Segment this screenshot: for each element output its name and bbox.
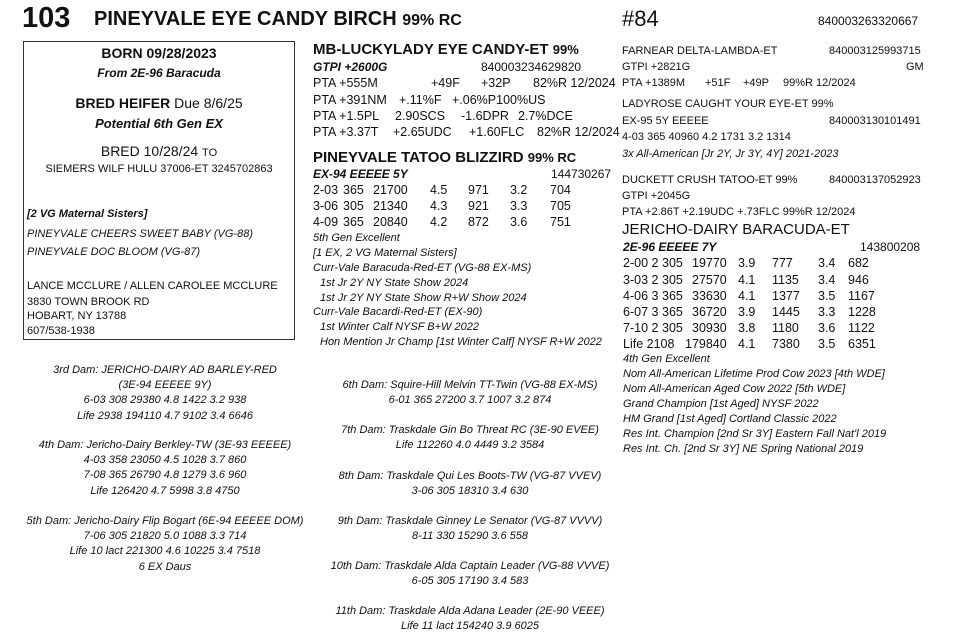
ancestor-line: 6-03 308 29380 4.8 1422 3.2 938	[83, 394, 247, 407]
consigner-name: LANCE MCCLURE / ALLEN CAROLEE MCCLURE	[27, 280, 278, 292]
eighth-dam	[320, 469, 620, 499]
dam-sire-gtpi: GTPI +2045G	[622, 190, 691, 202]
record-cell: 305	[662, 273, 683, 287]
dam-sire-name: DUCKETT CRUSH TATOO-ET 99%	[622, 174, 798, 186]
ancestor-line: 3-06 305 18310 3.4 630	[411, 485, 529, 498]
dam-reg: 144730267	[551, 167, 612, 181]
record-cell: 705	[550, 199, 571, 213]
record-cell: 4.3	[430, 199, 448, 213]
dam-dam-record-row	[623, 321, 875, 335]
record-cell: 1167	[848, 289, 875, 303]
dam-dam-classification: 2E-96 EEEEE 7Y	[623, 240, 717, 254]
record-cell: 1135	[772, 273, 799, 287]
dam-dam-award: Nom All-American Lifetime Prod Cow 2023 [4th WDE]	[623, 368, 885, 380]
ancestor-line: Life 112260 4.0 4449 3.2 3584	[395, 439, 545, 452]
sire-gtpi: GTPI +2600G	[313, 60, 388, 74]
record-cell: 4-06 3	[623, 289, 659, 303]
dam-record-row	[313, 215, 571, 229]
record-cell: 6-07 3	[623, 305, 659, 319]
record-cell: 2-00 2	[623, 256, 659, 270]
dam-dam-award: Grand Champion [1st Aged] NYSF 2022	[623, 398, 819, 410]
ancestor-line: Life 10 lact 221300 4.6 10225 3.4 7518	[69, 545, 261, 558]
dam-dam-award: Res Int. Ch. [2nd Sr 3Y] NE Spring National 2019	[623, 443, 864, 455]
record-cell: 21340	[373, 199, 408, 213]
sire-dam-classification: EX-95 5Y EEEEE	[622, 115, 709, 127]
record-cell: 3.9	[738, 256, 756, 270]
record-cell: 3.6	[818, 321, 836, 335]
bred-date: BRED 10/28/24	[100, 143, 199, 159]
pta-cell: PTA +391NM	[313, 93, 387, 107]
dam-dam-record-row	[623, 337, 876, 351]
dam-note: Hon Mention Jr Champ [1st Winter Calf] NYSF R+W 2022	[320, 336, 602, 348]
sire-name-line	[313, 41, 579, 58]
record-cell: 1122	[848, 321, 875, 335]
record-cell: 3-06	[313, 199, 339, 213]
record-cell: 4.1	[738, 337, 756, 351]
catalog-number: #84	[622, 6, 659, 31]
record-cell: 36720	[692, 305, 727, 319]
record-cell: 3.3	[510, 199, 528, 213]
record-cell: 1180	[772, 321, 799, 335]
pta-cell: +2.65UDC	[393, 125, 452, 139]
sire-sire-gtpi: GTPI +2821G	[622, 61, 691, 73]
bred-to-label: TO	[202, 147, 218, 159]
sire-dam-record: 4-03 365 40960 4.2 1731 3.2 1314	[622, 131, 791, 143]
registration-id: 840003263320667	[818, 14, 919, 28]
eleventh-dam	[320, 604, 620, 634]
dam-note: 1st Winter Calf NYSF B+W 2022	[320, 321, 479, 333]
ancestor-line: 8-11 330 15290 3.6 558	[411, 530, 528, 543]
consigner-phone: 607/538-1938	[27, 325, 95, 337]
record-cell: 179840	[685, 337, 727, 351]
ancestor-line: 5th Dam: Jericho-Dairy Flip Bogart (6E-94 EEEEE DOM)	[26, 515, 304, 527]
dam-dam-award: Res Int. Champion [2nd Sr 3Y] Eastern Fall Nat'l 2019	[623, 428, 887, 440]
dam-rc: 99% RC	[527, 150, 577, 165]
sire-dam-name: LADYROSE CAUGHT YOUR EYE-ET 99%	[622, 98, 834, 110]
sire-pta-row-1	[313, 76, 616, 90]
record-cell: 305	[662, 256, 683, 270]
record-cell: 3.5	[818, 337, 836, 351]
ancestor-line: 4th Dam: Jericho-Dairy Berkley-TW (3E-93 EEEEE)	[38, 439, 292, 451]
ancestor-line: 9th Dam: Traskdale Ginney Le Senator (VG-87 VVVV)	[337, 515, 603, 527]
dam-dam-name: JERICHO-DAIRY BARACUDA-ET	[622, 221, 850, 238]
record-cell: 2-03	[313, 183, 339, 197]
sire-name: MB-LUCKYLADY EYE CANDY-ET	[313, 41, 549, 58]
sire-sire-reg: 840003125993715	[829, 45, 921, 57]
pta-cell: 82%R 12/2024	[537, 125, 620, 139]
record-cell: 365	[662, 305, 683, 319]
born-from: From 2E-96 Baracuda	[97, 66, 221, 80]
ancestor-line: 7th Dam: Traskdale Gin Bo Threat RC (3E-90 EVEE)	[341, 424, 599, 436]
dam-dam-record-row	[623, 305, 876, 319]
pta-cell: +51F	[705, 77, 731, 89]
record-cell: 21700	[373, 183, 408, 197]
dam-note: [1 EX, 2 VG Maternal Sisters]	[313, 247, 457, 259]
sire-sire-gm: GM	[906, 61, 924, 73]
due-date: Due 8/6/25	[174, 95, 243, 111]
ancestor-line: 8th Dam: Traskdale Qui Les Boots-TW (VG-87 VVEV)	[338, 470, 602, 482]
pta-cell: PTA +1389M	[622, 77, 686, 89]
ancestor-line: 4-03 358 23050 4.5 1028 3.7 860	[83, 454, 247, 467]
fourth-dam	[10, 438, 320, 499]
ancestor-line: Life 2938 194110 4.7 9102 3.4 6646	[77, 409, 253, 422]
pta-cell: +49P	[743, 77, 769, 89]
record-cell: 777	[772, 256, 793, 270]
bred-heifer-line	[24, 95, 294, 111]
record-cell: 3.4	[818, 273, 836, 287]
pta-cell: PTA +3.37T	[313, 125, 379, 139]
record-cell: 305	[343, 199, 364, 213]
record-cell: 1228	[848, 305, 876, 319]
dam-note: 5th Gen Excellent	[313, 232, 400, 244]
record-cell: 27570	[692, 273, 727, 287]
sire-rc: 99%	[552, 42, 579, 57]
animal-name	[94, 8, 462, 31]
record-cell: Life 2108	[623, 337, 675, 351]
pta-cell: PTA +1.5PL	[313, 109, 380, 123]
record-cell: 365	[343, 215, 364, 229]
pta-cell: +32P	[481, 76, 511, 90]
ancestor-line: Life 11 lact 154240 3.9 6025	[400, 620, 540, 633]
sire-pta-row-3	[313, 109, 573, 123]
record-cell: 872	[468, 215, 489, 229]
pta-cell: 2.7%DCE	[518, 109, 573, 123]
record-cell: 3-03 2	[623, 273, 659, 287]
dam-sire-pta: PTA +2.86T +2.19UDC +.73FLC 99%R 12/2024	[622, 206, 856, 218]
dam-dam-award: 4th Gen Excellent	[623, 353, 710, 365]
record-cell: 4.1	[738, 273, 756, 287]
sister-2: PINEYVALE DOC BLOOM (VG-87)	[27, 246, 200, 258]
ancestor-line: 11th Dam: Traskdale Alda Adana Leader (2E-90 VEEE)	[335, 605, 605, 617]
dam-classification: EX-94 EEEEE 5Y	[313, 167, 408, 181]
sire-reg: 840003234629820	[481, 60, 582, 74]
ancestor-line: Life 126420 4.7 5998 3.8 4750	[90, 484, 240, 497]
record-cell: 751	[550, 215, 571, 229]
record-cell: 4.1	[738, 289, 756, 303]
maternal-sisters-heading: [2 VG Maternal Sisters]	[27, 208, 148, 220]
record-cell: 921	[468, 199, 489, 213]
dam-note: 1st Jr 2Y NY State Show R+W Show 2024	[320, 292, 527, 304]
bred-sire: SIEMERS WILF HULU 37006-ET 3245702863	[45, 163, 273, 175]
ancestor-line: 6-01 365 27200 3.7 1007 3.2 874	[388, 394, 552, 407]
third-dam	[10, 363, 320, 424]
sire-sire-name: FARNEAR DELTA-LAMBDA-ET	[622, 45, 778, 57]
dam-name: PINEYVALE TATOO BLIZZIRD	[313, 149, 524, 166]
sire-dam-awards: 3x All-American [Jr 2Y, Jr 3Y, 4Y] 2021-2023	[622, 148, 839, 160]
ancestor-line: 7-06 305 21820 5.0 1088 3.3 714	[83, 530, 247, 543]
ancestor-line: 6th Dam: Squire-Hill Melvin TT-Twin (VG-88 EX-MS)	[342, 379, 598, 391]
record-cell: 3.2	[510, 183, 528, 197]
sire-pta-row-4	[313, 125, 620, 139]
consigner-address: 3830 TOWN BROOK RD	[27, 296, 150, 308]
pta-cell: 82%R 12/2024	[533, 76, 616, 90]
record-cell: 1445	[772, 305, 800, 319]
tenth-dam	[320, 559, 620, 589]
potential-gen: Potential 6th Gen EX	[95, 116, 223, 131]
dam-record-row	[313, 183, 571, 197]
ancestor-line: 10th Dam: Traskdale Alda Captain Leader (VG-88 VVVE)	[330, 560, 610, 572]
record-cell: 971	[468, 183, 489, 197]
sire-sire-pta	[622, 77, 856, 89]
info-box	[23, 41, 295, 340]
record-cell: 3.5	[818, 289, 836, 303]
ninth-dam	[320, 514, 620, 544]
sire-dam-reg: 840003130101491	[829, 115, 921, 127]
record-cell: 682	[848, 256, 869, 270]
record-cell: 6351	[848, 337, 876, 351]
pta-cell: +.06%P100%US	[452, 93, 546, 107]
record-cell: 4.2	[430, 215, 448, 229]
record-cell: 3.4	[818, 256, 836, 270]
pta-cell: +49F	[431, 76, 460, 90]
record-cell: 30930	[692, 321, 727, 335]
ancestor-line: 3rd Dam: JERICHO-DAIRY AD BARLEY-RED	[53, 364, 277, 376]
record-cell: 4-09	[313, 215, 339, 229]
record-cell: 3.8	[738, 321, 756, 335]
record-cell: 1377	[772, 289, 800, 303]
ancestor-line: 6-05 305 17190 3.4 583	[411, 575, 529, 588]
dam-dam-award: Nom All-American Aged Cow 2022 [5th WDE]	[623, 383, 846, 395]
bred-heifer-label: BRED HEIFER	[75, 95, 171, 111]
sister-1: PINEYVALE CHEERS SWEET BABY (VG-88)	[27, 228, 253, 240]
dam-note: Curr-Vale Baracuda-Red-ET (VG-88 EX-MS)	[313, 262, 532, 274]
record-cell: 704	[550, 183, 571, 197]
dam-note: 1st Jr 2Y NY State Show 2024	[320, 277, 469, 289]
sire-pta-row-2	[313, 93, 545, 107]
pta-cell: PTA +555M	[313, 76, 378, 90]
dam-dam-reg: 143800208	[860, 240, 921, 254]
record-cell: 305	[662, 321, 683, 335]
sixth-dam	[320, 378, 620, 408]
record-cell: 20840	[373, 215, 408, 229]
lot-number: 103	[22, 2, 71, 34]
record-cell: 365	[662, 289, 683, 303]
dam-dam-record-row	[623, 289, 875, 303]
record-cell: 4.5	[430, 183, 448, 197]
pta-cell: +1.60FLC	[469, 125, 525, 139]
record-cell: 946	[848, 273, 869, 287]
fifth-dam	[10, 514, 320, 575]
record-cell: 7-10 2	[623, 321, 659, 335]
pta-cell: 99%R 12/2024	[783, 77, 856, 89]
pta-cell: 2.90SCS	[395, 109, 446, 123]
born-date: BORN 09/28/2023	[101, 45, 217, 61]
dam-dam-record-row	[623, 256, 869, 270]
animal-name-text: PINEYVALE EYE CANDY BIRCH	[94, 8, 397, 30]
consigner-city: HOBART, NY 13788	[27, 310, 127, 322]
dam-note: Curr-Vale Bacardi-Red-ET (EX-90)	[313, 306, 483, 318]
record-cell: 3.6	[510, 215, 528, 229]
dam-record-row	[313, 199, 571, 213]
dam-name-line	[313, 149, 576, 166]
record-cell: 3.9	[738, 305, 756, 319]
pta-cell: -1.6DPR	[461, 109, 509, 123]
dam-dam-record-row	[623, 273, 869, 287]
record-cell: 19770	[692, 256, 727, 270]
record-cell: 33630	[692, 289, 727, 303]
ancestor-line: (3E-94 EEEEE 9Y)	[118, 379, 212, 392]
record-cell: 3.3	[818, 305, 836, 319]
dam-dam-award: HM Grand [1st Aged] Cortland Classic 2022	[623, 413, 837, 425]
record-cell: 365	[343, 183, 364, 197]
seventh-dam	[320, 423, 620, 453]
ancestor-line: 6 EX Daus	[138, 560, 192, 573]
animal-rc: 99% RC	[402, 12, 462, 29]
bred-date-line	[24, 143, 294, 159]
ancestor-line: 7-08 365 26790 4.8 1279 3.6 960	[83, 469, 247, 482]
record-cell: 7380	[772, 337, 800, 351]
pta-cell: +.11%F	[399, 93, 442, 107]
dam-sire-reg: 840003137052923	[829, 174, 921, 186]
